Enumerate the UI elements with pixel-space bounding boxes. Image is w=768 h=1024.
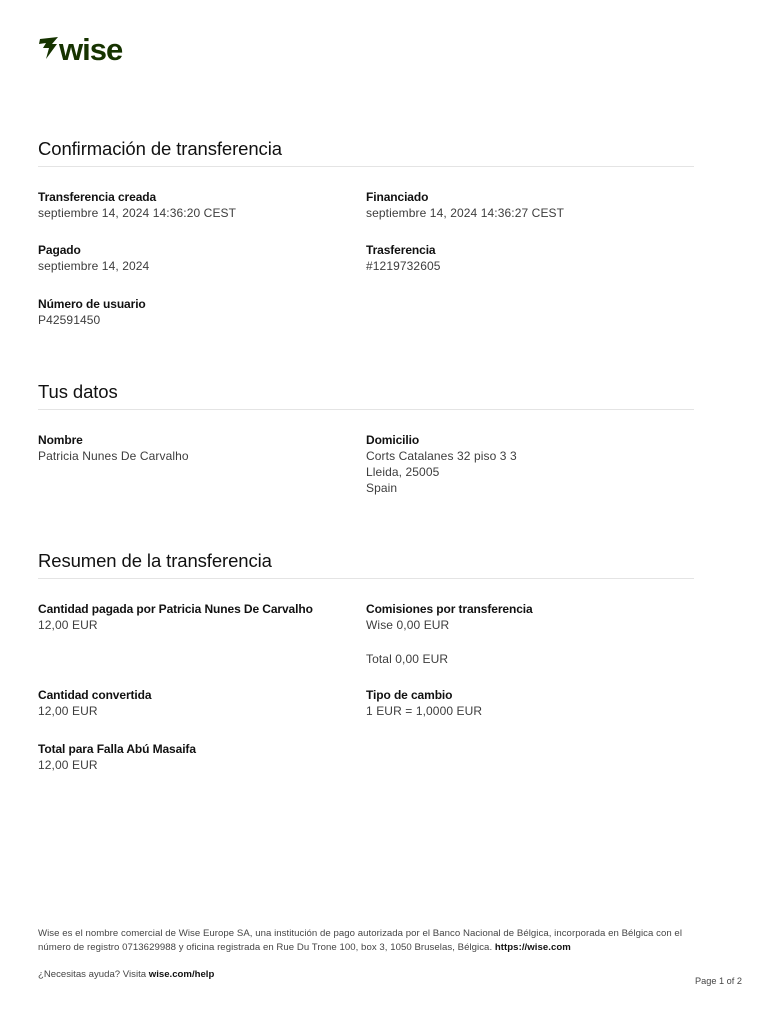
wise-logo bbox=[38, 34, 152, 64]
address-line-2: Lleida, 25005 bbox=[366, 465, 440, 479]
created-value: septiembre 14, 2024 14:36:20 CEST bbox=[38, 206, 237, 220]
fees-label: Comisiones por transferencia bbox=[366, 602, 533, 616]
total-for-field bbox=[38, 741, 196, 773]
exchange-rate-label: Tipo de cambio bbox=[366, 688, 453, 702]
help-prefix: ¿Necesitas ayuda? Visita bbox=[38, 969, 147, 980]
footer-help bbox=[38, 969, 214, 980]
transfer-id-value: #1219732605 bbox=[366, 259, 441, 273]
funded-value: septiembre 14, 2024 14:36:27 CEST bbox=[366, 206, 565, 220]
converted-field bbox=[38, 687, 151, 719]
summary-title: Resumen de la transferencia bbox=[38, 550, 694, 579]
paid-field bbox=[38, 242, 149, 274]
wise-website-link[interactable]: https://wise.com bbox=[494, 941, 571, 953]
your-data-title: Tus datos bbox=[38, 381, 694, 410]
funded-label: Financiado bbox=[366, 190, 429, 204]
help-link[interactable]: wise.com/help bbox=[148, 969, 215, 980]
legal-text: Wise es el nombre comercial de Wise Europe SA, una institución de pago autorizada por el Banco Nacional de Bélgica, incorporada en Bélgica con el número de registro 0713629988 y oficina registrada en Rue Du Trone 100, box 3, 1050 Bruselas, Bélgica. bbox=[38, 928, 682, 953]
transfer-id-label: Trasferencia bbox=[366, 243, 436, 257]
footer-legal-text bbox=[38, 927, 698, 954]
user-number-value: P42591450 bbox=[38, 313, 101, 327]
fees-field bbox=[366, 601, 533, 667]
address-line-1: Corts Catalanes 32 piso 3 3 bbox=[366, 449, 517, 463]
funded-field bbox=[366, 189, 564, 221]
paid-by-value: 12,00 EUR bbox=[38, 618, 98, 632]
fees-total-value: Total 0,00 EUR bbox=[366, 652, 449, 666]
name-value: Patricia Nunes De Carvalho bbox=[38, 449, 189, 463]
user-number-field bbox=[38, 296, 146, 328]
summary-section bbox=[38, 550, 694, 772]
paid-value: septiembre 14, 2024 bbox=[38, 259, 150, 273]
your-data-section bbox=[38, 381, 694, 495]
svg-text:wise: wise bbox=[59, 34, 123, 64]
name-label: Nombre bbox=[38, 433, 83, 447]
confirmation-section bbox=[38, 138, 694, 327]
page-number: Page 1 of 2 bbox=[695, 976, 742, 986]
transfer-id-field bbox=[366, 242, 441, 274]
total-for-value: 12,00 EUR bbox=[38, 758, 98, 772]
address-label: Domicilio bbox=[366, 433, 420, 447]
converted-label: Cantidad convertida bbox=[38, 688, 152, 702]
total-for-label: Total para Falla Abú Masaifa bbox=[38, 742, 196, 756]
exchange-rate-value: 1 EUR = 1,0000 EUR bbox=[366, 704, 483, 718]
fees-wise-value: Wise 0,00 EUR bbox=[366, 618, 450, 632]
paid-by-field bbox=[38, 601, 313, 633]
address-line-3: Spain bbox=[366, 481, 398, 495]
address-field bbox=[366, 432, 517, 496]
created-field bbox=[38, 189, 236, 221]
created-label: Transferencia creada bbox=[38, 190, 157, 204]
confirmation-title: Confirmación de transferencia bbox=[38, 138, 694, 167]
name-field bbox=[38, 432, 189, 464]
converted-value: 12,00 EUR bbox=[38, 704, 98, 718]
paid-label: Pagado bbox=[38, 243, 81, 257]
wise-flag-icon bbox=[38, 34, 152, 64]
paid-by-label: Cantidad pagada por Patricia Nunes De Carvalho bbox=[38, 602, 313, 616]
user-number-label: Número de usuario bbox=[38, 297, 146, 311]
exchange-rate-field bbox=[366, 687, 482, 719]
